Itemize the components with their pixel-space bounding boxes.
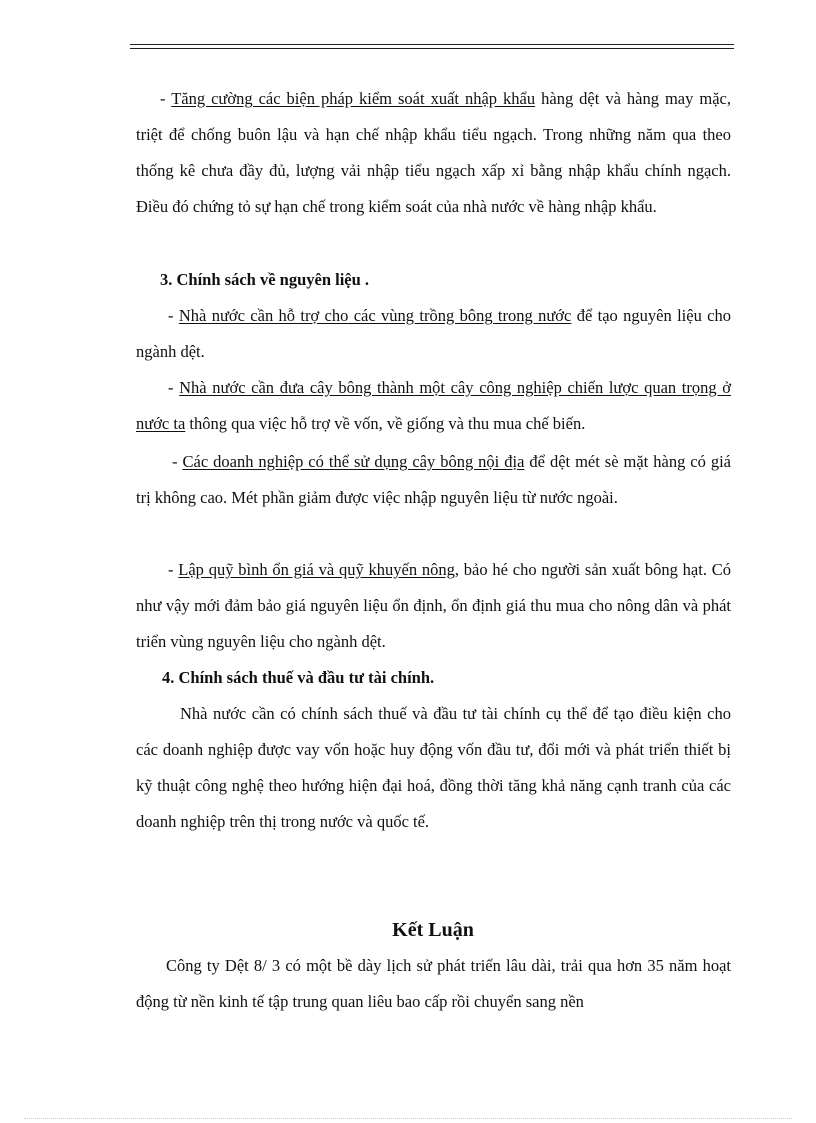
underlined-phrase: Lập quỹ bình ổn giá và quỹ khuyến nông: [178, 560, 455, 579]
bullet-dash: -: [168, 306, 179, 325]
underlined-phrase: Nhà nước cần hỗ trợ cho các vùng trồng bông trong nước: [178, 306, 572, 325]
header-rule-top: [130, 44, 734, 45]
section-heading-3: 3. Chính sách về nguyên liệu .: [160, 270, 370, 289]
page-bottom-divider: [24, 1118, 792, 1119]
paragraph-tax-policy: Nhà nước cần có chính sách thuế và đầu tư tài chính cụ thể để tạo điều kiện cho các doanh nghiệp được vay vốn hoặc huy động vốn đầu tư, đổi mới và phát triển thiết bị kỹ thuật công nghệ theo hướng hiện đại hoá, đồng thời tăng khả năng cạnh tranh của các doanh nghiệp trên thị trong nước và quốc tế.: [136, 704, 731, 831]
paragraph-import-control: [136, 81, 731, 225]
bullet-dash: -: [160, 89, 172, 108]
paragraph-text: để dệt mét sè mặt hàng có giá trị không cao. Mét phần giảm được việc nhập nguyên liệu từ nước ngoài.: [136, 452, 732, 507]
paragraph-conclusion: Công ty Dệt 8/ 3 có một bề dày lịch sử phát triển lâu dài, trải qua hơn 35 năm hoạt động từ nền kinh tế tập trung quan liêu bao cấp rồi chuyển sang nền: [136, 956, 731, 1011]
paragraph-cotton-support: [136, 298, 731, 370]
underlined-phrase: Tăng cường các biện pháp kiểm soát xuất nhập khẩu: [171, 89, 536, 108]
paragraph-text: hàng dệt và hàng may mặc, triệt để chống buôn lậu và hạn chế nhập khẩu tiểu ngạch. Trong những năm qua theo thống kê chưa đầy đủ, lượng vải nhập tiểu ngạch xấp xỉ bằng nhập khẩu chính ngạch. Điều đó chứng tỏ sự hạn chế trong kiểm soát của nhà nước về hàng nhập khẩu.: [136, 89, 731, 216]
paragraph-price-fund: [136, 552, 731, 660]
bullet-dash: -: [168, 560, 179, 579]
conclusion-title: Kết Luận: [392, 919, 474, 941]
paragraph-text: thông qua việc hỗ trợ về vốn, về giống và thu mua chế biến.: [185, 414, 586, 433]
paragraph-text: để tạo nguyên liệu cho ngành dệt.: [136, 306, 731, 361]
bullet-dash: -: [172, 452, 183, 471]
section-heading-4: 4. Chính sách thuế và đầu tư tài chính.: [162, 668, 435, 687]
underlined-phrase: Các doanh nghiệp có thể sử dụng cây bông nội địa: [182, 452, 525, 471]
paragraph-strategic-crop: [136, 370, 731, 442]
underlined-phrase: Nhà nước cần đưa cây bông thành một cây công nghiệp chiến lược quan trọng ở nước ta: [136, 378, 731, 433]
header-rule-bottom: [130, 48, 734, 49]
paragraph-domestic-cotton: [136, 444, 731, 516]
paragraph-text: , bảo hé cho người sản xuất bông hạt. Có như vậy mới đảm bảo giá nguyên liệu ổn định, ổn định giá thu mua cho nông dân và phát triển vùng nguyên liệu cho ngành dệt.: [136, 560, 731, 651]
bullet-dash: -: [168, 378, 180, 397]
